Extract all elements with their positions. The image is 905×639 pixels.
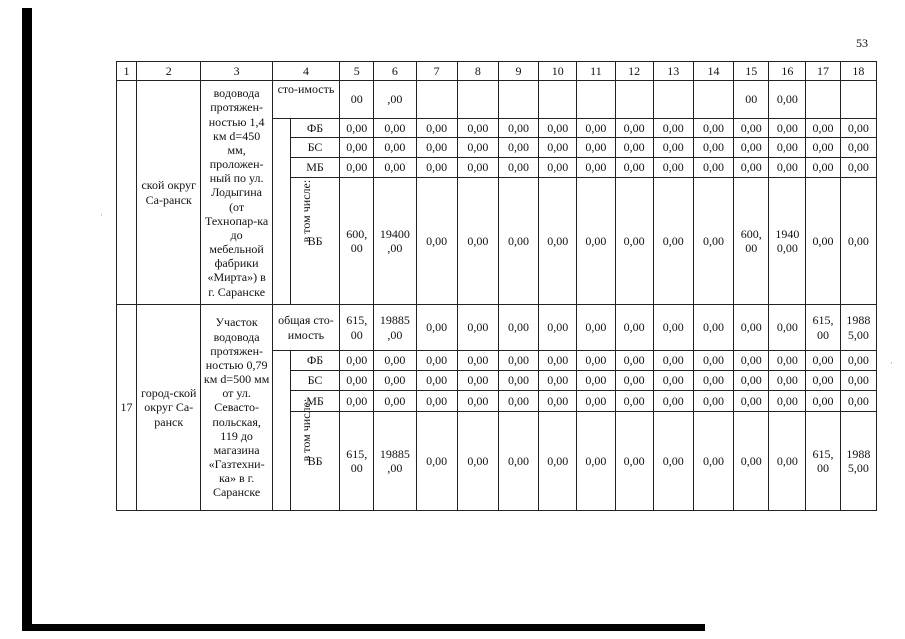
funding-value: 0,00 bbox=[840, 351, 876, 371]
funding-value: 0,00 bbox=[374, 138, 416, 158]
column-number-header: 16 bbox=[769, 62, 806, 81]
funding-value: 0,00 bbox=[374, 351, 416, 371]
municipality-cell: город-ской округ Са-ранск bbox=[137, 305, 201, 511]
total-cost-value: 0,00 bbox=[734, 305, 769, 351]
funding-value: 0,00 bbox=[734, 119, 769, 138]
total-cost-value bbox=[577, 81, 615, 119]
funding-value: 0,00 bbox=[374, 158, 416, 178]
column-number-header: 11 bbox=[577, 62, 615, 81]
funding-value: 0,00 bbox=[539, 351, 577, 371]
funding-value: 0,00 bbox=[734, 391, 769, 412]
total-cost-value bbox=[806, 81, 840, 119]
funding-value: 0,00 bbox=[374, 371, 416, 391]
funding-value: 0,00 bbox=[539, 178, 577, 305]
column-number-header: 3 bbox=[201, 62, 272, 81]
funding-value: 0,00 bbox=[615, 178, 653, 305]
total-cost-value: 19885 ,00 bbox=[374, 305, 416, 351]
budget-table-container bbox=[116, 61, 877, 510]
funding-value: 0,00 bbox=[498, 138, 538, 158]
column-number-header: 18 bbox=[840, 62, 876, 81]
funding-value: 0,00 bbox=[457, 178, 498, 305]
funding-value: 0,00 bbox=[340, 158, 374, 178]
including-label: в том числе: bbox=[299, 399, 313, 462]
total-cost-value bbox=[693, 81, 733, 119]
funding-value: 0,00 bbox=[374, 119, 416, 138]
funding-value: 0,00 bbox=[693, 351, 733, 371]
funding-value: 0,00 bbox=[653, 158, 693, 178]
funding-source-label: ФБ bbox=[290, 119, 339, 138]
funding-value: 0,00 bbox=[577, 119, 615, 138]
funding-value: 0,00 bbox=[806, 158, 840, 178]
total-cost-value: 0,00 bbox=[539, 305, 577, 351]
funding-value: 0,00 bbox=[693, 158, 733, 178]
funding-value: 0,00 bbox=[539, 119, 577, 138]
header-row bbox=[117, 62, 877, 81]
total-cost-value: 0,00 bbox=[457, 305, 498, 351]
funding-value: 0,00 bbox=[615, 351, 653, 371]
total-cost-value: 0,00 bbox=[693, 305, 733, 351]
funding-value: 0,00 bbox=[693, 178, 733, 305]
funding-value: 0,00 bbox=[416, 138, 457, 158]
object-description-cell: водовода протяжен-ностью 1,4 км d=450 мм, проложен-ный по ул. Лодыгина (от Технопар-ка до мебельной фабрики «Мирта») в г. Саранске bbox=[201, 81, 272, 305]
total-cost-label: сто-имость bbox=[272, 81, 339, 119]
funding-value: 0,00 bbox=[416, 119, 457, 138]
column-number-header: 13 bbox=[653, 62, 693, 81]
funding-value: 0,00 bbox=[539, 158, 577, 178]
funding-source-label: ВБ bbox=[290, 412, 339, 511]
table-row bbox=[117, 81, 877, 119]
funding-value: 0,00 bbox=[577, 391, 615, 412]
table-row bbox=[117, 305, 877, 351]
object-description-cell: Участок водовода протяжен-ностью 0,79 км d=500 мм от ул. Севасто-польская, 119 до магазина «Газтехни-ка» в г. Саранске bbox=[201, 305, 272, 511]
column-number-header: 1 bbox=[117, 62, 137, 81]
funding-value: 0,00 bbox=[577, 178, 615, 305]
funding-value: 0,00 bbox=[769, 158, 806, 178]
total-cost-value: 0,00 bbox=[653, 305, 693, 351]
funding-value: 0,00 bbox=[539, 391, 577, 412]
funding-value: 19400 ,00 bbox=[374, 178, 416, 305]
funding-value: 0,00 bbox=[615, 119, 653, 138]
funding-value: 19885 ,00 bbox=[374, 412, 416, 511]
total-cost-value: 0,00 bbox=[615, 305, 653, 351]
including-label-cell bbox=[272, 351, 313, 511]
funding-value: 0,00 bbox=[416, 412, 457, 511]
funding-value: 0,00 bbox=[653, 138, 693, 158]
total-cost-value bbox=[840, 81, 876, 119]
total-cost-value bbox=[653, 81, 693, 119]
total-cost-value: 615, 00 bbox=[340, 305, 374, 351]
funding-value: 0,00 bbox=[340, 391, 374, 412]
funding-value: 0,00 bbox=[615, 158, 653, 178]
funding-value: 0,00 bbox=[374, 391, 416, 412]
funding-value: 0,00 bbox=[653, 412, 693, 511]
funding-value: 0,00 bbox=[416, 371, 457, 391]
total-cost-value bbox=[416, 81, 457, 119]
funding-value: 615, 00 bbox=[340, 412, 374, 511]
funding-value: 0,00 bbox=[734, 138, 769, 158]
funding-value: 0,00 bbox=[693, 412, 733, 511]
total-cost-value bbox=[457, 81, 498, 119]
total-cost-value bbox=[615, 81, 653, 119]
funding-value: 0,00 bbox=[498, 178, 538, 305]
total-cost-value: 0,00 bbox=[769, 305, 806, 351]
funding-value: 0,00 bbox=[693, 371, 733, 391]
funding-value: 0,00 bbox=[840, 119, 876, 138]
funding-value: 0,00 bbox=[769, 138, 806, 158]
column-number-header: 2 bbox=[137, 62, 201, 81]
funding-value: 600, 00 bbox=[340, 178, 374, 305]
funding-source-label: ФБ bbox=[290, 351, 339, 371]
funding-value: 0,00 bbox=[340, 351, 374, 371]
funding-value: 0,00 bbox=[734, 412, 769, 511]
total-cost-label: общая сто-имость bbox=[272, 305, 339, 351]
funding-value: 0,00 bbox=[340, 138, 374, 158]
funding-value: 0,00 bbox=[615, 412, 653, 511]
funding-value: 0,00 bbox=[769, 351, 806, 371]
column-number-header: 12 bbox=[615, 62, 653, 81]
scan-edge-bottom bbox=[22, 624, 705, 631]
funding-value: 0,00 bbox=[340, 119, 374, 138]
funding-value: 0,00 bbox=[806, 371, 840, 391]
page-number: 53 bbox=[856, 36, 868, 50]
total-cost-value bbox=[498, 81, 538, 119]
funding-value: 0,00 bbox=[457, 158, 498, 178]
scan-speck: · bbox=[890, 358, 893, 368]
including-label: в том числе: bbox=[299, 180, 313, 243]
funding-value: 0,00 bbox=[769, 412, 806, 511]
total-cost-value: 1988 5,00 bbox=[840, 305, 876, 351]
funding-value: 0,00 bbox=[615, 138, 653, 158]
funding-value: 0,00 bbox=[457, 371, 498, 391]
funding-value: 0,00 bbox=[653, 391, 693, 412]
funding-value: 0,00 bbox=[416, 351, 457, 371]
funding-value: 0,00 bbox=[615, 371, 653, 391]
funding-value: 0,00 bbox=[769, 371, 806, 391]
funding-value: 0,00 bbox=[840, 371, 876, 391]
including-label-cell bbox=[272, 119, 313, 305]
funding-value: 0,00 bbox=[840, 178, 876, 305]
funding-value: 0,00 bbox=[769, 391, 806, 412]
funding-value: 0,00 bbox=[498, 351, 538, 371]
funding-value: 0,00 bbox=[577, 412, 615, 511]
column-number-header: 4 bbox=[272, 62, 339, 81]
column-number-header: 8 bbox=[457, 62, 498, 81]
total-cost-value: 0,00 bbox=[769, 81, 806, 119]
column-number-header: 6 bbox=[374, 62, 416, 81]
funding-value: 0,00 bbox=[577, 351, 615, 371]
funding-value: 615, 00 bbox=[806, 412, 840, 511]
funding-value: 0,00 bbox=[577, 371, 615, 391]
column-number-header: 7 bbox=[416, 62, 457, 81]
funding-value: 0,00 bbox=[806, 391, 840, 412]
total-cost-value: 615, 00 bbox=[806, 305, 840, 351]
funding-value: 0,00 bbox=[806, 138, 840, 158]
funding-value: 0,00 bbox=[498, 119, 538, 138]
funding-source-label: МБ bbox=[290, 158, 339, 178]
funding-value: 0,00 bbox=[734, 351, 769, 371]
funding-value: 0,00 bbox=[539, 412, 577, 511]
column-number-header: 9 bbox=[498, 62, 538, 81]
row-number: 17 bbox=[117, 305, 137, 511]
funding-value: 1940 0,00 bbox=[769, 178, 806, 305]
total-cost-value: ,00 bbox=[374, 81, 416, 119]
funding-value: 0,00 bbox=[457, 138, 498, 158]
funding-value: 0,00 bbox=[457, 412, 498, 511]
funding-value: 0,00 bbox=[416, 158, 457, 178]
total-cost-value: 0,00 bbox=[498, 305, 538, 351]
funding-value: 0,00 bbox=[840, 138, 876, 158]
funding-value: 0,00 bbox=[577, 158, 615, 178]
funding-source-label: БС bbox=[290, 371, 339, 391]
municipality-cell: ской округ Са-ранск bbox=[137, 81, 201, 305]
funding-value: 0,00 bbox=[653, 178, 693, 305]
funding-value: 0,00 bbox=[653, 371, 693, 391]
column-number-header: 17 bbox=[806, 62, 840, 81]
funding-value: 0,00 bbox=[840, 391, 876, 412]
column-number-header: 14 bbox=[693, 62, 733, 81]
funding-source-label: ВБ bbox=[290, 178, 339, 305]
funding-value: 0,00 bbox=[653, 119, 693, 138]
funding-value: 0,00 bbox=[498, 371, 538, 391]
funding-value: 0,00 bbox=[734, 158, 769, 178]
funding-value: 0,00 bbox=[498, 158, 538, 178]
scan-edge-left bbox=[22, 8, 32, 629]
funding-value: 0,00 bbox=[539, 371, 577, 391]
funding-value: 0,00 bbox=[769, 119, 806, 138]
budget-table bbox=[116, 61, 877, 511]
funding-value: 0,00 bbox=[498, 412, 538, 511]
funding-value: 0,00 bbox=[615, 391, 653, 412]
funding-value: 0,00 bbox=[457, 119, 498, 138]
row-number bbox=[117, 81, 137, 305]
funding-value: 0,00 bbox=[806, 178, 840, 305]
funding-value: 0,00 bbox=[653, 351, 693, 371]
funding-value: 0,00 bbox=[416, 178, 457, 305]
funding-source-label: МБ bbox=[290, 391, 339, 412]
column-number-header: 10 bbox=[539, 62, 577, 81]
column-number-header: 15 bbox=[734, 62, 769, 81]
funding-value: 0,00 bbox=[577, 138, 615, 158]
funding-value: 0,00 bbox=[806, 351, 840, 371]
funding-value: 1988 5,00 bbox=[840, 412, 876, 511]
funding-value: 0,00 bbox=[416, 391, 457, 412]
total-cost-value: 0,00 bbox=[577, 305, 615, 351]
scan-speck: · bbox=[100, 210, 103, 220]
funding-value: 0,00 bbox=[734, 371, 769, 391]
total-cost-value: 00 bbox=[734, 81, 769, 119]
total-cost-value: 00 bbox=[340, 81, 374, 119]
funding-value: 0,00 bbox=[457, 391, 498, 412]
funding-value: 0,00 bbox=[806, 119, 840, 138]
funding-value: 0,00 bbox=[340, 371, 374, 391]
funding-value: 600, 00 bbox=[734, 178, 769, 305]
funding-value: 0,00 bbox=[693, 391, 733, 412]
funding-source-label: БС bbox=[290, 138, 339, 158]
total-cost-value bbox=[539, 81, 577, 119]
column-number-header: 5 bbox=[340, 62, 374, 81]
total-cost-value: 0,00 bbox=[416, 305, 457, 351]
funding-value: 0,00 bbox=[498, 391, 538, 412]
funding-value: 0,00 bbox=[539, 138, 577, 158]
funding-value: 0,00 bbox=[693, 138, 733, 158]
funding-value: 0,00 bbox=[693, 119, 733, 138]
funding-value: 0,00 bbox=[840, 158, 876, 178]
funding-value: 0,00 bbox=[457, 351, 498, 371]
